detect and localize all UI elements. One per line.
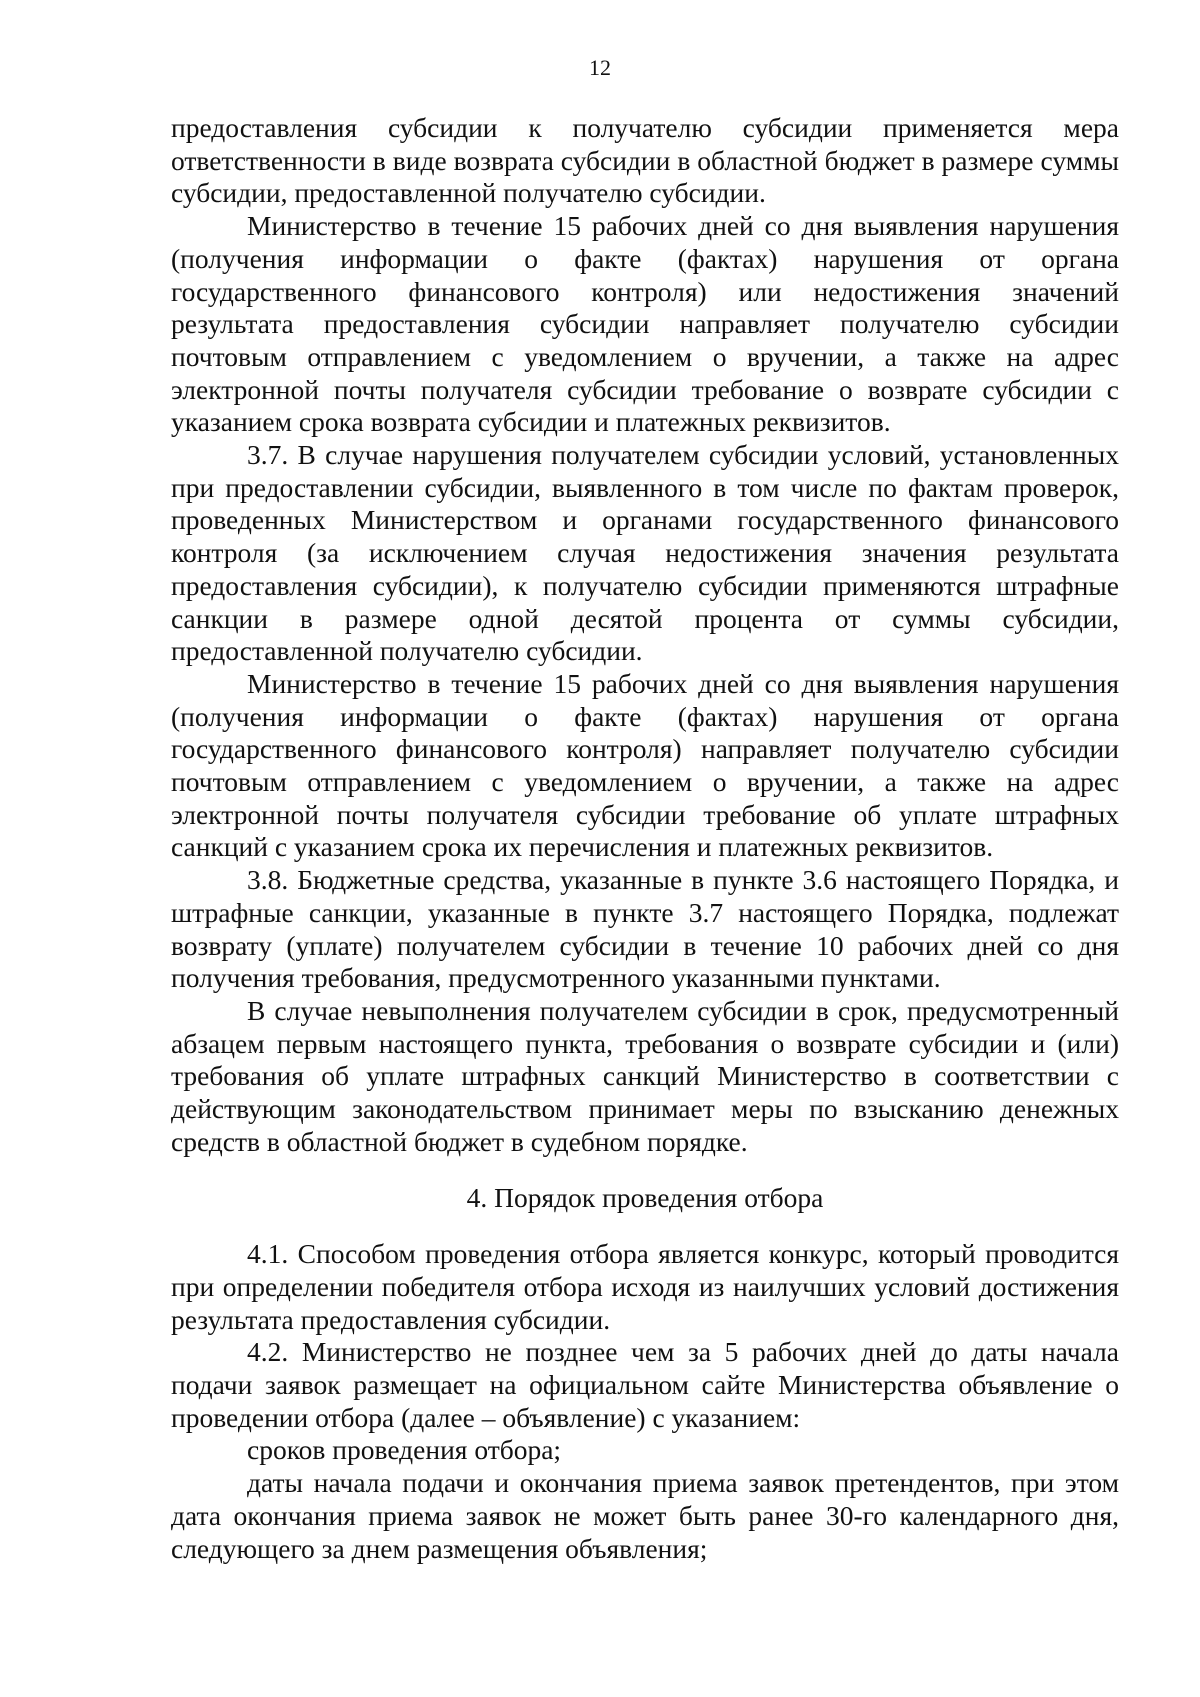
paragraph-4: Министерство в течение 15 рабочих дней со дня выявления нарушения (получения информации о факте (фактах) нарушения от органа государственного финансового контроля) направляет получателю субсидии почтовым отправлением с уведомлением о вручении, а также на адрес электронной почты получателя субсидии требование об уплате штрафных санкций с указанием срока их перечисления и платежных реквизитов. xyxy=(171,667,1119,863)
page-number: 12 xyxy=(589,55,611,80)
paragraph-2: Министерство в течение 15 рабочих дней со дня выявления нарушения (получения информации о факте (фактах) нарушения от органа государственного финансового контроля) или недостижения значений результата предоставления субсидии направляет получателю субсидии почтовым отправлением с уведомлением о вручении, а также на адрес электронной почты получателя субсидии требование о возврате субсидии с указанием срока возврата субсидии и платежных реквизитов. xyxy=(171,210,1119,438)
paragraph-1: предоставления субсидии к получателю субсидии применяется мера ответственности в виде возврата субсидии в областной бюджет в размере суммы субсидии, предоставленной получателю субсидии. xyxy=(171,112,1119,209)
paragraph-3-8: 3.8. Бюджетные средства, указанные в пункте 3.6 настоящего Порядка, и штрафные санкции, указанные в пункте 3.7 настоящего Порядка, подлежат возврату (уплате) получателем субсидии в течение 10 рабочих дней со дня получения требования, предусмотренного указанными пунктами. xyxy=(171,864,1119,994)
paragraph-4-1: 4.1. Способом проведения отбора является конкурс, который проводится при определении победителя отбора исходя из наилучших условий достижения результата предоставления субсидии. xyxy=(171,1238,1119,1335)
paragraph-6: В случае невыполнения получателем субсидии в срок, предусмотренный абзацем первым настоящего пункта, требования о возврате субсидии и (или) требования об уплате штрафных санкций Министерство в соответствии с действующим законодательством принимает меры по взысканию денежных средств в областной бюджет в судебном порядке. xyxy=(171,994,1119,1157)
paragraph-4-2: 4.2. Министерство не позднее чем за 5 рабочих дней до даты начала подачи заявок размещает на официальном сайте Министерства объявление о проведении отбора (далее – объявление) с указанием: xyxy=(171,1336,1119,1433)
list-item-terms: сроков проведения отбора; xyxy=(247,1434,562,1466)
list-item-dates: даты начала подачи и окончания приема заявок претендентов, при этом дата окончания приема заявок не может быть ранее 30-го календарного дня, следующего за днем размещения объявления; xyxy=(171,1467,1119,1564)
document-body xyxy=(171,112,1119,1565)
section-heading: 4. Порядок проведения отбора xyxy=(466,1181,824,1213)
paragraph-3-7: 3.7. В случае нарушения получателем субсидии условий, установленных при предоставлении субсидии, выявленного в том числе по фактам проверок, проведенных Министерством и органами государственного финансового контроля (за исключением случая недостижения значения результата предоставления субсидии), к получателю субсидии применяются штрафные санкции в размере одной десятой процента от суммы субсидии, предоставленной получателю субсидии. xyxy=(171,439,1119,667)
